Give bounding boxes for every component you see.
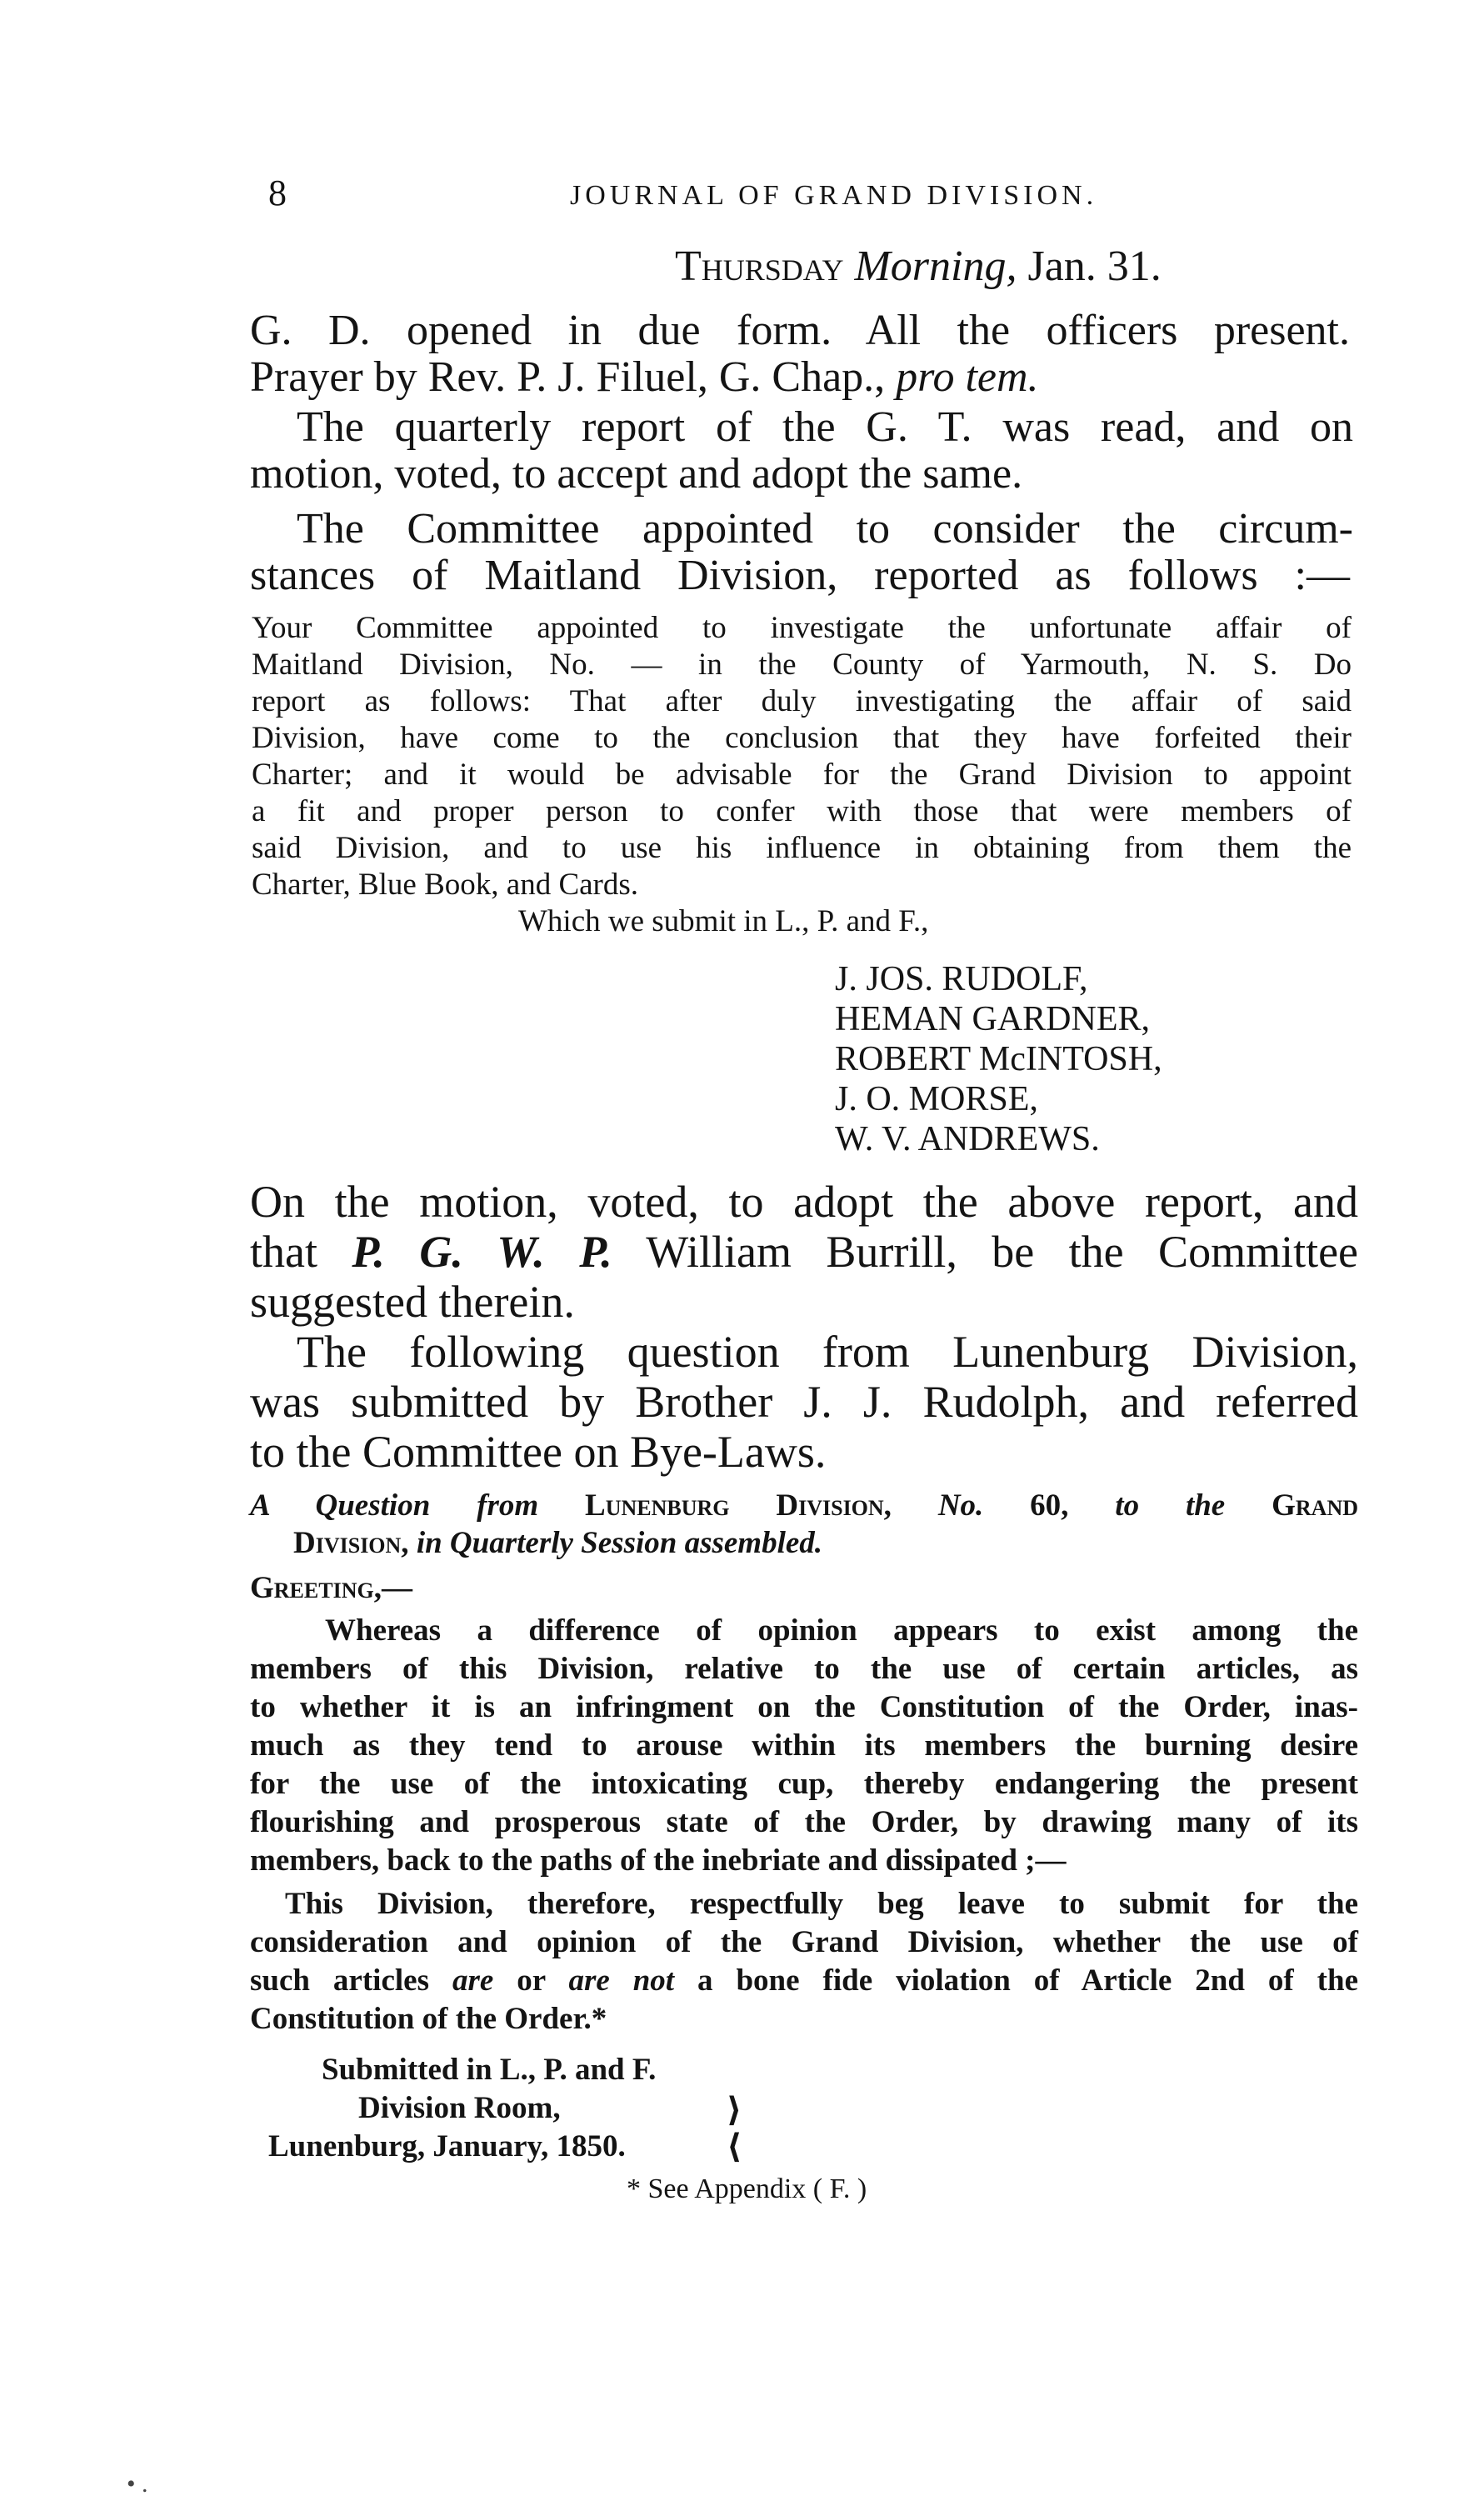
report-line: Charter, Blue Book, and Cards. xyxy=(252,868,639,902)
quarterly-line-2: motion, voted, to accept and adopt the same. xyxy=(250,450,1023,498)
therefore-line-1: This Division, therefore, respectfully beg leave to submit for the xyxy=(285,1887,1358,1921)
margin-mark: • . xyxy=(127,2470,148,2498)
session-time: Morning, xyxy=(854,243,1017,290)
question-intro-line-3: to the Committee on Bye-Laws. xyxy=(250,1427,827,1477)
question-heading-line-2 xyxy=(293,1525,822,1561)
whereas-line: members of this Division, relative to the use of certain articles, as xyxy=(250,1652,1358,1686)
question-intro-line-1: The following question from Lunenburg Division, xyxy=(297,1327,1358,1377)
qh-quarterly: in Quarterly Session assembled. xyxy=(416,1526,823,1560)
report-line: said Division, and to use his influence in obtaining from them the xyxy=(252,831,1352,865)
closing-brace-bottom: ⟨ xyxy=(727,2128,742,2165)
closing-place-date: Lunenburg, January, 1850. xyxy=(268,2129,626,2163)
session-day: Thursday xyxy=(675,243,844,290)
closing-submitted: Submitted in L., P. and F. xyxy=(322,2053,657,2087)
qh-division-word: Division, xyxy=(293,1526,409,1560)
therefore-violation: a bone fide violation of Article 2nd of the xyxy=(697,1963,1359,1998)
therefore-are: are xyxy=(452,1963,494,1998)
report-line: a fit and proper person to confer with those that were members of xyxy=(252,794,1352,828)
signatory: J. O. MORSE, xyxy=(835,1080,1038,1118)
therefore-line-3 xyxy=(250,1962,1358,2000)
therefore-are-not: are not xyxy=(568,1963,675,1998)
prayer-line xyxy=(250,355,1350,400)
motion-pgwp: P. G. W. P. xyxy=(352,1227,612,1277)
motion-line-3: suggested therein. xyxy=(250,1277,575,1327)
report-line: Your Committee appointed to investigate the unfortunate affair of xyxy=(252,611,1352,645)
qh-to-the: to the xyxy=(1115,1488,1226,1523)
qh-number: 60, xyxy=(1030,1488,1069,1523)
therefore-such: such articles xyxy=(250,1963,429,1998)
question-heading-line-1 xyxy=(250,1487,1358,1525)
closing-brace-top: ⟩ xyxy=(727,2091,742,2128)
whereas-line: members, back to the paths of the inebriate and dissipated ;— xyxy=(250,1843,1067,1878)
committee-line-1: The Committee appointed to consider the circum- xyxy=(297,505,1353,553)
session-heading xyxy=(675,242,1162,291)
whereas-line: flourishing and prosperous state of the Order, by drawing many of its xyxy=(250,1805,1358,1839)
report-submit: Which we submit in L., P. and F., xyxy=(518,904,929,938)
signatory: ROBERT McINTOSH, xyxy=(835,1040,1162,1078)
whereas-line: to whether it is an infringment on the Constitution of the Order, inas- xyxy=(250,1690,1358,1724)
therefore-line-2: consideration and opinion of the Grand Division, whether the use of xyxy=(250,1925,1358,1959)
qh-no: No. xyxy=(937,1488,984,1523)
qh-division: Lunenburg Division, xyxy=(585,1488,892,1523)
closing-room: Division Room, xyxy=(358,2091,561,2125)
motion-that: that xyxy=(250,1227,317,1277)
report-line: Charter; and it would be advisable for the Grand Division to appoint xyxy=(252,758,1352,792)
running-title: JOURNAL OF GRAND DIVISION. xyxy=(570,180,1098,211)
report-line: report as follows: That after duly investigating the affair of said xyxy=(252,684,1352,718)
committee-line-2: stances of Maitland Division, reported as follows :— xyxy=(250,552,1350,599)
greeting: Greeting,— xyxy=(250,1571,412,1605)
motion-line-1: On the motion, voted, to adopt the above report, and xyxy=(250,1177,1358,1227)
motion-committee: William Burrill, be the Committee xyxy=(646,1227,1359,1277)
motion-line-2 xyxy=(250,1228,1358,1275)
prayer-pro-tem: pro tem. xyxy=(896,353,1039,401)
question-intro-line-2: was submitted by Brother J. J. Rudolph, and referred xyxy=(250,1377,1358,1427)
footnote: * See Appendix ( F. ) xyxy=(627,2173,867,2204)
whereas-line: Whereas a difference of opinion appears to exist among the xyxy=(325,1613,1358,1648)
signatory: W. V. ANDREWS. xyxy=(835,1120,1100,1158)
qh-grand: Grand xyxy=(1272,1488,1358,1523)
therefore-or: or xyxy=(517,1963,546,1998)
report-line: Maitland Division, No. — in the County of Yarmouth, N. S. Do xyxy=(252,648,1352,682)
quarterly-line-1: The quarterly report of the G. T. was read, and on xyxy=(297,403,1353,451)
page-number: 8 xyxy=(268,173,287,213)
signatory: J. JOS. RUDOLF, xyxy=(835,960,1088,998)
whereas-line: for the use of the intoxicating cup, thereby endangering the present xyxy=(250,1767,1358,1801)
report-line: Division, have come to the conclusion that they have forfeited their xyxy=(252,721,1352,755)
opened-line: G. D. opened in due form. All the officers present. xyxy=(250,307,1350,354)
whereas-line: much as they tend to arouse within its members the burning desire xyxy=(250,1728,1358,1763)
prayer-text: Prayer by Rev. P. J. Filuel, G. Chap., xyxy=(250,353,886,401)
session-date: Jan. 31. xyxy=(1027,243,1162,290)
signatory: HEMAN GARDNER, xyxy=(835,1000,1150,1038)
qh-question-from: A Question from xyxy=(250,1488,539,1523)
therefore-line-4: Constitution of the Order.* xyxy=(250,2002,607,2036)
